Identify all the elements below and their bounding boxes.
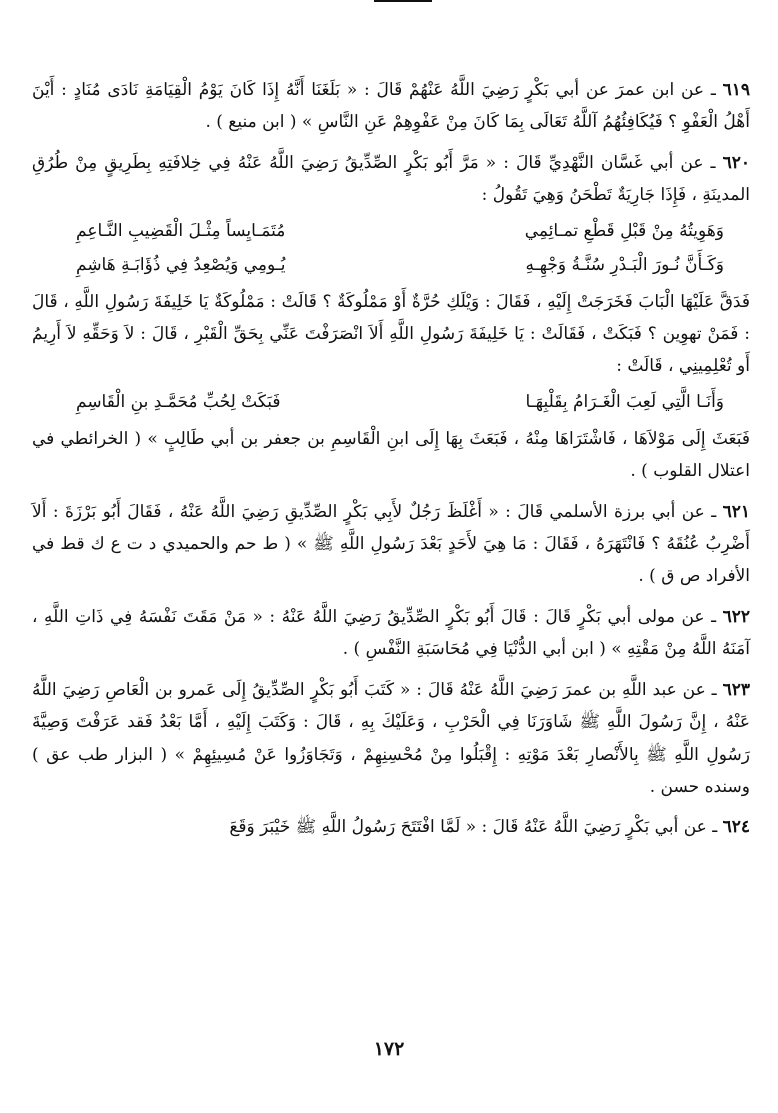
- verse: [32, 248, 750, 282]
- hadith-number: ٦٢٢: [722, 606, 750, 627]
- hadith-number: ٦٢٤: [722, 817, 750, 838]
- hadith-text: ـ عن أبي برزة الأسلمي قَالَ : « أَغْلَظَ رَجُلٌ لأَبِي بَكْرٍ الصِّدِّيقِ رَضِيَ اللَّهُ عَنْهُ ، فَقَالَ أَبُو بَرْزَةَ : أَلاَ أَضْرِبُ عُنُقَهُ ؟ فَانْتَهَرَهُ ، فَقَالَ : مَا هِيَ لأَحَدٍ بَعْدَ رَسُولِ اللَّهِ ﷺ » ( ط حم والحميدي د ت ع ك قط في الأفراد ص ق ) .: [32, 501, 750, 587]
- top-rule: [374, 0, 432, 2]
- hadith-text: ـ عن ابن عمرَ عن أبي بَكْرٍ رَضِيَ اللَّهُ عَنْهُمْ قَالَ : « بَلَغَنَا أَنَّهُ إِذَا كَانَ يَوْمُ الْقِيَامَةِ نَادَى مُنَادٍ : أَيْنَ أَهْلُ الْعَفْوِ ؟ فَيُكَافِئُهُمُ آللَّهُ تَعَالَى بِمَا كَانَ مِنْ عَفْوِهِمْ عَنِ النَّاسِ » ( ابن منيع ) .: [32, 80, 750, 133]
- verse-first-hemistich: وَكَـأَنَّ نُـورَ الْبَـدْرِ سُنَّـةُ وَجْهِـهِ: [525, 254, 724, 275]
- hadith-number: ٦٢٠: [722, 152, 751, 173]
- hadith-text: ـ عن أبي بَكْرٍ رَضِيَ اللَّهُ عَنْهُ قَالَ : « لَمَّا افْتَتَحَ رَسُولُ اللَّهِ ﷺ خَيْبَرَ وَقَعَ: [229, 817, 718, 838]
- verse-first-hemistich: وَهَوِيتُهُ مِنْ قَبْلِ قَطْعِ تمـائِمِي: [524, 220, 724, 241]
- hadith-number: ٦١٩: [722, 80, 750, 100]
- verse-second-hemistich: فَبَكَتْ لِحُبِّ مُحَمَّـدِ بنِ الْقَاسِمِ: [76, 391, 281, 412]
- hadith-622: [32, 601, 750, 666]
- page-body: [32, 74, 750, 852]
- hadith-620: [32, 147, 750, 212]
- hadith-number: ٦٢٣: [722, 679, 751, 700]
- hadith-620-conclusion: فَبَعَثَ إِلَى مَوْلاَهَا ، فَاشْتَرَاهَا مِنْهُ ، فَبَعَثَ بِهَا إِلَى ابنِ الْقَاسِمِ بن جعفر بن أبي طَالِبٍ » ( الخرائطي في اعتلال القلوب ) .: [32, 428, 750, 482]
- hadith-624: [32, 811, 750, 843]
- hadith-623: [32, 674, 750, 804]
- verse-first-hemistich: وَأَنَـا الَّتِي لَعِبَ الْغَـرَامُ بِقَلْبِهَـا: [525, 391, 724, 412]
- verse-second-hemistich: يُـومِي وَيُصْعِدُ فِي ذُؤَابَـةِ هَاشِمِ: [76, 254, 286, 275]
- hadith-621: [32, 496, 750, 593]
- poem-block-2: [32, 385, 750, 419]
- verse-second-hemistich: مُتَمَـايِساً مِثْـلَ الْقَضِيبِ النَّـاعِمِ: [76, 220, 286, 241]
- hadith-text: ـ عن عبد اللَّهِ بن عمرَ رَضِيَ اللَّهُ عَنْهُ قَالَ : « كَتَبَ أَبُو بَكْرٍ الصِّدِّيقُ إِلَى عَمرو بن الْعَاصِ رَضِيَ اللَّهُ عَنْهُ ، إِنَّ رَسُولَ اللَّهِ ﷺ شَاوَرَنَا فِي الْحَرْبِ ، وَعَلَيْكَ بِهِ ، قَالَ : وَكَتَبَ إِلَيْهِ ، أَمَّا بَعْدُ فَقد عَرَفْتَ وَصِيَّةَ رَسُولِ اللَّهِ ﷺ بِالأَنْصارِ بَعْدَ مَوْتِهِ : إِقْبَلُوا مِنْ مُحْسِنِهِمْ ، وَتَجَاوَزُوا عَنْ مُسِيئِهِمْ » ( البزار طب عق ) وسنده حسن .: [32, 679, 750, 797]
- page-number: ١٧٢: [373, 1038, 405, 1060]
- hadith-619: [32, 74, 750, 139]
- hadith-number: ٦٢١: [722, 501, 750, 522]
- hadith-text: ـ عن أبي غَسَّان النَّهْدِيِّ قَالَ : « مَرَّ أَبُو بَكْرٍ الصِّدِّيقُ رَضِيَ اللَّهُ عَنْهُ فِي خِلافَتِهِ بِطَرِيقٍ مِنْ طُرُقِ المدينَةِ ، فَإِذَا جَارِيَةٌ تَطْحَنُ وَهِيَ تَقُولُ :: [32, 152, 750, 206]
- poem-block-1: [32, 214, 750, 282]
- verse: [32, 214, 750, 248]
- hadith-text: ـ عن مولى أبي بَكْرٍ قَالَ : قَالَ أَبُو بَكْرٍ الصِّدِّيقُ رَضِيَ اللَّهُ عَنْهُ : « مَنْ مَقَتَ نَفْسَهُ فِي ذَاتِ اللَّهِ ، آمَنَهُ اللَّهُ مِنْ مَقْتِهِ » ( ابن أبي الدُّنْيَا فِي مُحَاسَبَةِ النَّفْسِ ) .: [32, 606, 750, 660]
- hadith-620-continued: فَدَقَّ عَلَيْهَا الْبَابَ فَخَرَجَتْ إِلَيْهِ ، فَقَالَ : وَيْلَكِ حُرَّةٌ أَوْ مَمْلُوكَةٌ ؟ قَالَتْ : مَمْلُوكَةٌ يَا خَلِيفَةَ رَسُولِ اللَّهِ ، قَالَ : فَمَنْ تهوِين ؟ فَبَكَتْ ، فَقَالَتْ : يَا خَلِيفَةَ رَسُولِ اللَّهِ أَلاَ انْصَرَفْتَ عَنِّي بِحَقِّ الْقَبْرِ ، قَالَ : لاَ وَحَقِّهِ لاَ أَرِيمُ أَو تُعْلِمِينِي ، قَالَتْ :: [32, 291, 750, 377]
- verse: [32, 385, 750, 419]
